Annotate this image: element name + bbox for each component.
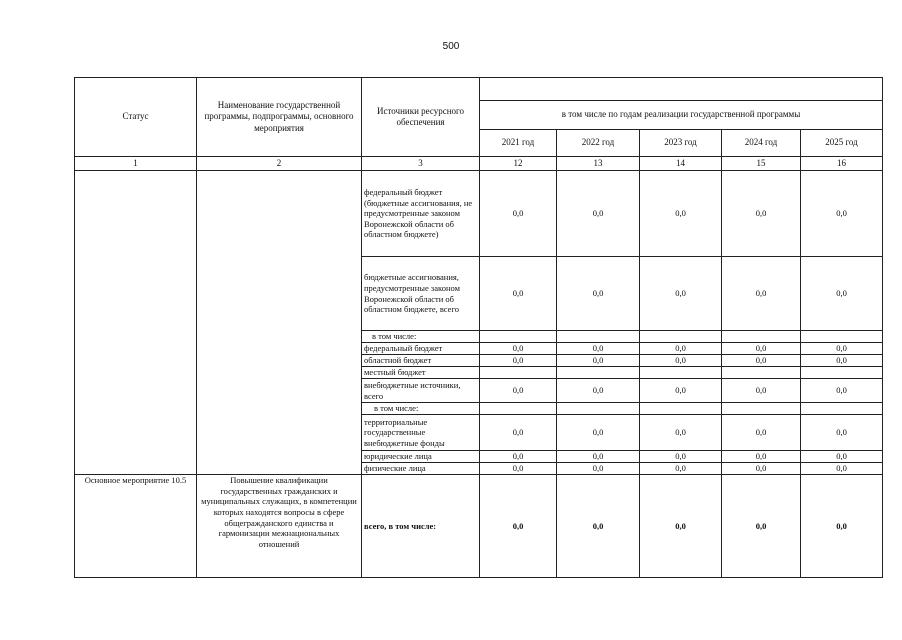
value-cell: 0,0 — [640, 379, 722, 403]
value-cell — [480, 403, 557, 415]
value-cell: 0,0 — [557, 451, 640, 463]
value-cell: 0,0 — [801, 343, 883, 355]
value-cell: 0,0 — [722, 355, 801, 367]
value-cell: 0,0 — [557, 379, 640, 403]
column-number: 15 — [722, 157, 801, 171]
event-name: Повышение квалификации государственных гражданских и муниципальных служащих, в компетенции которых находятся вопросы в сфере общегражданского единства и гармонизации межнациональных отношений — [197, 475, 362, 578]
source-cell: федеральный бюджет (бюджетные ассигнования, не предусмотренные законом Воронежской области об областном бюджете) — [362, 171, 480, 257]
value-cell — [722, 367, 801, 379]
value-cell — [801, 367, 883, 379]
value-cell — [557, 403, 640, 415]
value-cell: 0,0 — [557, 355, 640, 367]
value-cell: 0,0 — [480, 451, 557, 463]
value-cell: 0,0 — [557, 463, 640, 475]
column-numbers-row — [75, 157, 883, 171]
event-source: всего, в том числе: — [362, 475, 480, 578]
value-cell: 0,0 — [480, 463, 557, 475]
value-cell: 0,0 — [801, 451, 883, 463]
header-year: 2024 год — [722, 130, 801, 157]
header-year: 2022 год — [557, 130, 640, 157]
value-cell: 0,0 — [640, 171, 722, 257]
table-row — [75, 171, 883, 257]
value-cell: 0,0 — [480, 379, 557, 403]
value-cell: 0,0 — [722, 451, 801, 463]
header-year: 2025 год — [801, 130, 883, 157]
source-cell: бюджетные ассигнования, предусмотренные законом Воронежской области об областном бюджете, всего — [362, 257, 480, 331]
event-value: 0,0 — [801, 475, 883, 578]
source-cell: областной бюджет — [362, 355, 480, 367]
header-blank-cell — [480, 78, 883, 101]
value-cell: 0,0 — [722, 257, 801, 331]
value-cell: 0,0 — [557, 415, 640, 451]
value-cell: 0,0 — [801, 171, 883, 257]
value-cell — [722, 331, 801, 343]
value-cell: 0,0 — [801, 355, 883, 367]
header-row-top — [75, 78, 883, 101]
value-cell — [801, 331, 883, 343]
value-cell: 0,0 — [480, 171, 557, 257]
budget-table — [74, 77, 883, 578]
value-cell: 0,0 — [557, 257, 640, 331]
column-number: 2 — [197, 157, 362, 171]
event-value: 0,0 — [722, 475, 801, 578]
source-cell: в том числе: — [362, 331, 480, 343]
header-year: 2021 год — [480, 130, 557, 157]
value-cell: 0,0 — [722, 379, 801, 403]
value-cell: 0,0 — [480, 343, 557, 355]
value-cell: 0,0 — [480, 355, 557, 367]
event-value: 0,0 — [557, 475, 640, 578]
value-cell: 0,0 — [480, 257, 557, 331]
value-cell: 0,0 — [801, 379, 883, 403]
value-cell: 0,0 — [640, 355, 722, 367]
header-by-years: в том числе по годам реализации государственной программы — [480, 101, 883, 130]
header-status: Статус — [75, 78, 197, 157]
value-cell — [640, 403, 722, 415]
value-cell: 0,0 — [801, 415, 883, 451]
status-cell-empty — [75, 171, 197, 475]
value-cell: 0,0 — [640, 415, 722, 451]
source-cell: юридические лица — [362, 451, 480, 463]
value-cell — [480, 367, 557, 379]
value-cell: 0,0 — [640, 343, 722, 355]
header-name: Наименование государственной программы, подпрограммы, основного мероприятия — [197, 78, 362, 157]
column-number: 14 — [640, 157, 722, 171]
value-cell: 0,0 — [801, 257, 883, 331]
value-cell — [480, 331, 557, 343]
value-cell — [640, 367, 722, 379]
source-cell: территориальные государственные внебюджетные фонды — [362, 415, 480, 451]
column-number: 13 — [557, 157, 640, 171]
value-cell: 0,0 — [557, 343, 640, 355]
page-number: 500 — [442, 41, 460, 52]
value-cell: 0,0 — [557, 171, 640, 257]
source-cell: физические лица — [362, 463, 480, 475]
header-sources: Источники ресурсного обеспечения — [362, 78, 480, 157]
value-cell: 0,0 — [722, 343, 801, 355]
value-cell: 0,0 — [722, 463, 801, 475]
value-cell — [801, 403, 883, 415]
event-status: Основное мероприятие 10.5 — [75, 475, 197, 578]
value-cell: 0,0 — [640, 463, 722, 475]
value-cell: 0,0 — [722, 171, 801, 257]
value-cell: 0,0 — [480, 415, 557, 451]
event-value: 0,0 — [640, 475, 722, 578]
value-cell — [640, 331, 722, 343]
event-row — [75, 475, 883, 578]
source-cell: федеральный бюджет — [362, 343, 480, 355]
value-cell: 0,0 — [640, 257, 722, 331]
source-cell: местный бюджет — [362, 367, 480, 379]
value-cell — [722, 403, 801, 415]
column-number: 1 — [75, 157, 197, 171]
value-cell: 0,0 — [722, 415, 801, 451]
value-cell: 0,0 — [801, 463, 883, 475]
column-number: 12 — [480, 157, 557, 171]
value-cell: 0,0 — [640, 451, 722, 463]
header-year: 2023 год — [640, 130, 722, 157]
column-number: 3 — [362, 157, 480, 171]
column-number: 16 — [801, 157, 883, 171]
source-cell: в том числе: — [362, 403, 480, 415]
event-value: 0,0 — [480, 475, 557, 578]
name-cell-empty — [197, 171, 362, 475]
value-cell — [557, 367, 640, 379]
value-cell — [557, 331, 640, 343]
source-cell: внебюджетные источники, всего — [362, 379, 480, 403]
